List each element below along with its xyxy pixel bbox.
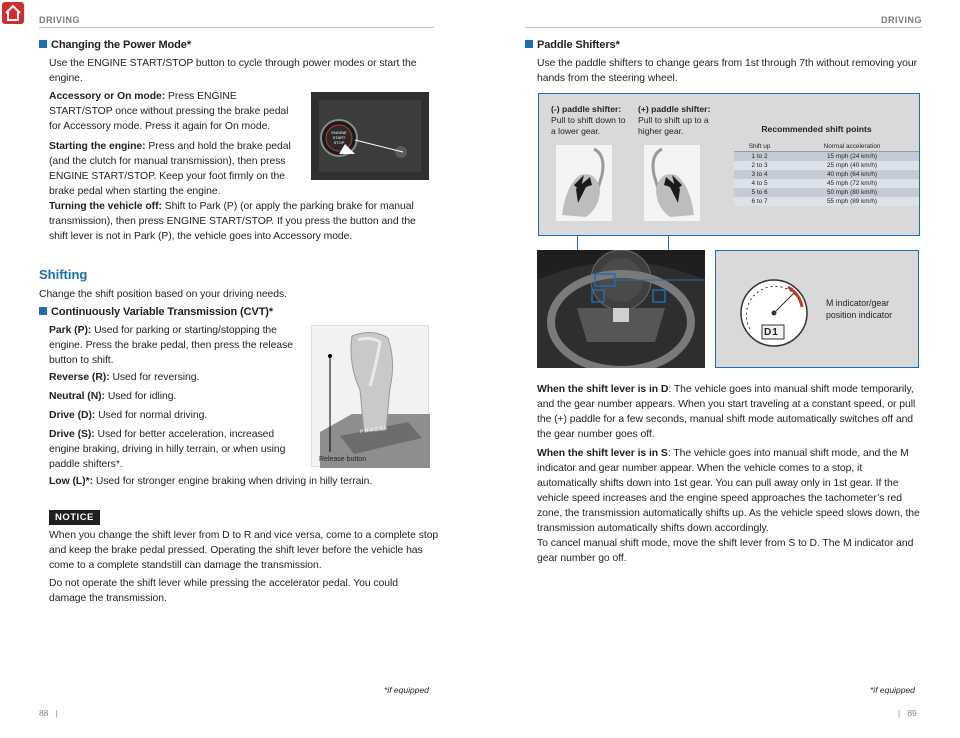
hand-pull-up-icon (644, 145, 700, 221)
release-button-caption: Release button (319, 456, 367, 463)
engine-button-label: ENGINE START STOP (331, 130, 347, 145)
shift-points-table (734, 142, 919, 206)
paddle-heading: Paddle Shifters* (525, 39, 620, 51)
plus-paddle-image (644, 145, 700, 221)
left-header-rule (39, 27, 434, 28)
accessory-mode-paragraph: Accessory or On mode: Press ENGINE START/STOP once without pressing the brake pedal for Accessory mode. Press it again for On mode. (49, 91, 289, 132)
table-row: 4 to 5 45 mph (72 km/h) (734, 179, 919, 188)
reverse-paragraph: Reverse (R): Used for reversing. (49, 372, 200, 383)
starting-engine-paragraph: Starting the engine: Press and hold the brake pedal (and the clutch for manual transmission), then press ENGINE START/STOP. Keep your foot firmly on the brake pedal when starting the engine. (49, 141, 291, 197)
m-indicator-label: M indicator/gear position indicator (826, 298, 893, 320)
notice-badge: NOTICE (49, 510, 100, 525)
section-square-icon (525, 40, 533, 48)
m-indicator-panel (715, 250, 919, 368)
minus-paddle-image (556, 145, 612, 221)
table-row: 1 to 2 15 mph (24 km/h) (734, 152, 919, 162)
power-mode-heading: Changing the Power Mode* (39, 39, 191, 51)
gear-position-readout: D1 (764, 327, 779, 338)
tachometer-gauge-icon (738, 273, 810, 353)
right-header-rule (525, 27, 922, 28)
table-row: 3 to 4 40 mph (64 km/h) (734, 170, 919, 179)
shift-table-title: Recommended shift points (761, 124, 872, 134)
table-header: Normal acceleration (785, 142, 919, 152)
table-row: 6 to 7 55 mph (89 km/h) (734, 197, 919, 206)
left-footnote: *if equipped (384, 685, 429, 695)
paddle-diagram-panel (538, 93, 920, 236)
gate-labels: P R N D S L (359, 424, 388, 436)
table-row: 2 to 3 25 mph (40 km/h) (734, 161, 919, 170)
shift-lever-photo (311, 325, 429, 467)
right-header-title: DRIVING (880, 15, 922, 25)
shift-in-s-paragraph: When the shift lever is in S: The vehicle goes into manual shift mode, and the M indicator and gear number appear. When the vehicle comes to a stop, it automatically shifts down into 1st gear. You can pull away only in 1st gear. If the vehicle speed increases and the engine speed approaches the tachometer’s red zone, the transmission automatically shifts up. As the vehicle speed slows down, the transmission automatically shifts down accordingly. (537, 448, 920, 534)
table-header: Shift up (734, 142, 785, 152)
home-button[interactable] (2, 2, 24, 24)
park-paragraph: Park (P): Used for parking or starting/stopping the engine. Press the brake pedal, then press the release button to shift. (49, 325, 293, 366)
left-header-title: DRIVING (39, 15, 81, 25)
notice-text-1: When you change the shift lever from D to R and vice versa, come to a complete stop and keep the brake pedal pressed. Operating the shift lever before the vehicle has come to a complete standstill can damage the transmission. (49, 530, 439, 571)
minus-paddle-callout: (-) paddle shifter: Pull to shift down to a lower gear. (551, 104, 626, 136)
power-mode-intro: Use the ENGINE START/STOP button to cycle through power modes or start the engine. (49, 58, 417, 84)
shifting-intro: Change the shift position based on your driving needs. (39, 289, 287, 300)
turning-off-paragraph: Turning the vehicle off: Shift to Park (P) (or apply the parking brake for manual transmission), then press ENGINE START/STOP. If you press the button and the shift lever is not in Park (P), the vehicle goes into Accessory mode. (49, 201, 416, 242)
drive-paragraph: Drive (D): Used for normal driving. (49, 410, 208, 421)
cvt-heading: Continuously Variable Transmission (CVT)* (39, 306, 273, 318)
home-icon (2, 2, 24, 24)
hand-pull-down-icon (556, 145, 612, 221)
plus-paddle-callout: (+) paddle shifter: Pull to shift up to a higher gear. (638, 104, 711, 136)
section-square-icon (39, 307, 47, 315)
section-square-icon (39, 40, 47, 48)
low-paragraph: Low (L)*: Used for stronger engine braking when driving in hilly terrain. (49, 476, 373, 487)
drive-s-paragraph: Drive (S): Used for better acceleration, increased engine braking, driving in hilly terrain, or when using paddle shifters*. (49, 429, 286, 470)
right-footnote: *if equipped (870, 685, 915, 695)
cancel-manual-paragraph: To cancel manual shift mode, move the shift lever from S to D. The M indicator and gear number go off. (537, 538, 914, 564)
engine-start-photo (311, 92, 429, 180)
dashboard-photo (537, 250, 705, 368)
shift-in-d-paragraph: When the shift lever is in D: The vehicle goes into manual shift mode temporarily, and the gear number appears. When you start traveling at a constant speed, or pull the (+) paddle for a few seconds, manual shift mode automatically switches off and the gear number goes off. (537, 384, 916, 440)
notice-text-2: Do not operate the shift lever while pressing the accelerator pedal. You could damage the transmission. (49, 578, 399, 604)
shifting-title: Shifting (39, 267, 88, 282)
right-page-number: | 89 (898, 708, 917, 718)
left-page-number: 88 | (39, 708, 58, 718)
table-row: 5 to 6 50 mph (80 km/h) (734, 188, 919, 197)
shift-lever-icon (312, 326, 430, 468)
steering-wheel-icon (537, 250, 705, 368)
neutral-paragraph: Neutral (N): Used for idling. (49, 391, 177, 402)
paddle-intro: Use the paddle shifters to change gears from 1st through 7th without removing your hands from the steering wheel. (537, 58, 917, 84)
